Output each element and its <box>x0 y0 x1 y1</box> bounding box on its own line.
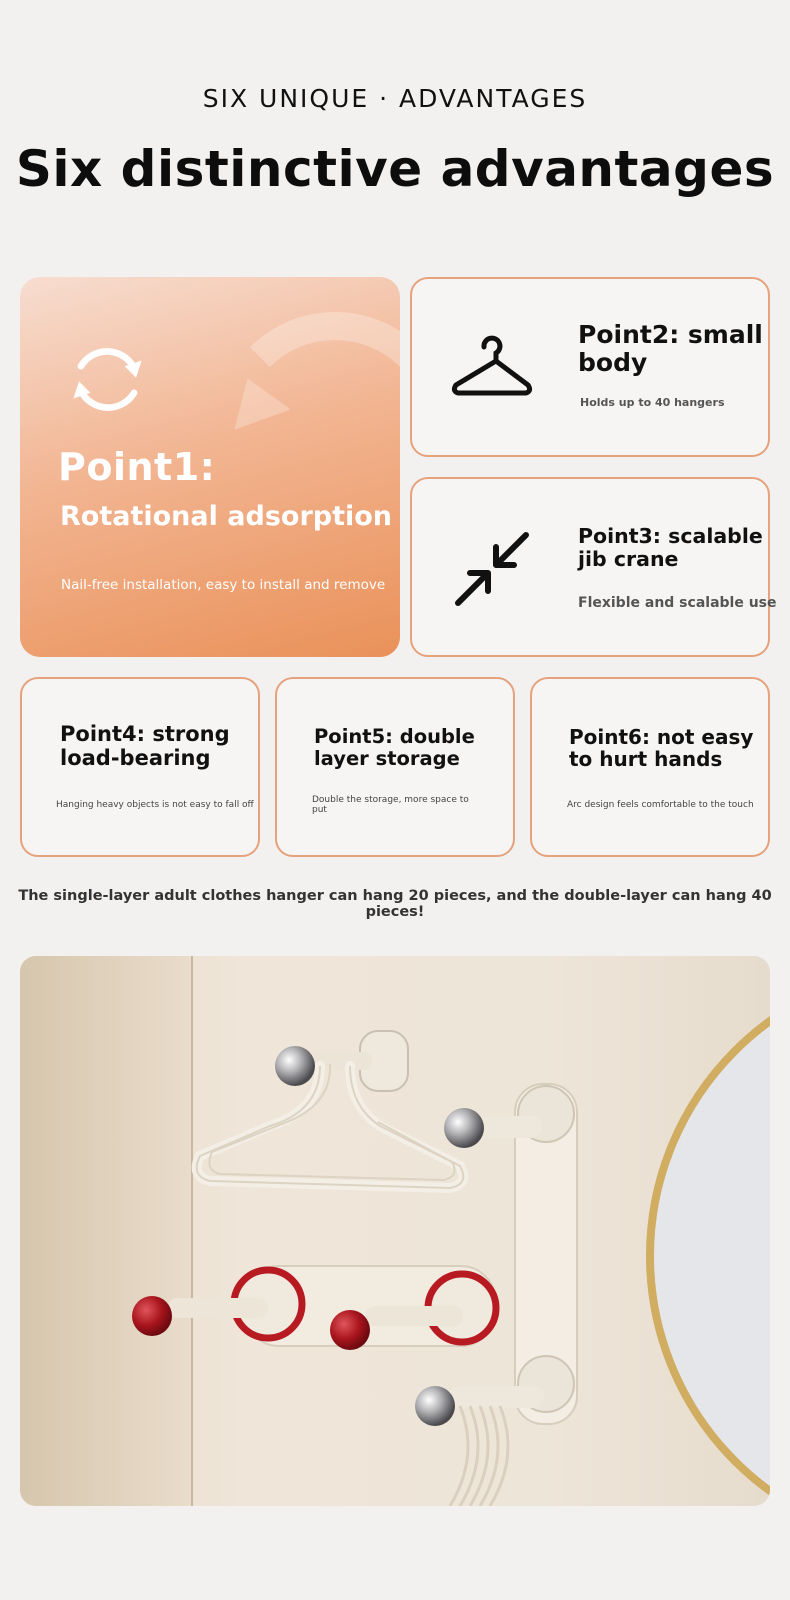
point1-card <box>20 277 400 657</box>
point6-description: Arc design feels comfortable to the touch <box>567 800 754 810</box>
point2-title: Point2: small body <box>578 320 763 377</box>
product-illustration <box>20 956 770 1506</box>
point1-title: Point1: <box>58 445 216 489</box>
hanger-icon <box>450 331 534 403</box>
point4-description: Hanging heavy objects is not easy to fall off <box>56 800 254 810</box>
point1-subtitle: Rotational adsorption <box>60 501 393 532</box>
point4-card <box>20 677 260 857</box>
capacity-caption: The single-layer adult clothes hanger can hang 20 pieces, and the double-layer can hang 40 pieces! <box>18 888 772 920</box>
eyebrow-title: SIX UNIQUE · ADVANTAGES <box>202 84 588 113</box>
point4-title: Point4: strong load-bearing <box>60 722 230 770</box>
point6-title: Point6: not easy to hurt hands <box>569 725 754 772</box>
rotate-icon <box>60 332 155 427</box>
point3-description: Flexible and scalable use <box>578 595 777 611</box>
point5-title: Point5: double layer storage <box>314 725 475 770</box>
point5-card <box>275 677 515 857</box>
product-photo <box>20 956 770 1506</box>
point2-description: Holds up to 40 hangers <box>580 396 725 409</box>
point3-title: Point3: scalable jib crane <box>578 524 763 571</box>
point5-description: Double the storage, more space to put <box>312 795 469 815</box>
point6-card <box>530 677 770 857</box>
point3-card <box>410 477 777 657</box>
point2-card <box>410 277 770 457</box>
point1-description: Nail-free installation, easy to install and remove <box>61 577 386 593</box>
compress-arrows-icon <box>450 527 534 611</box>
page-headline: Six distinctive advantages <box>15 140 775 198</box>
